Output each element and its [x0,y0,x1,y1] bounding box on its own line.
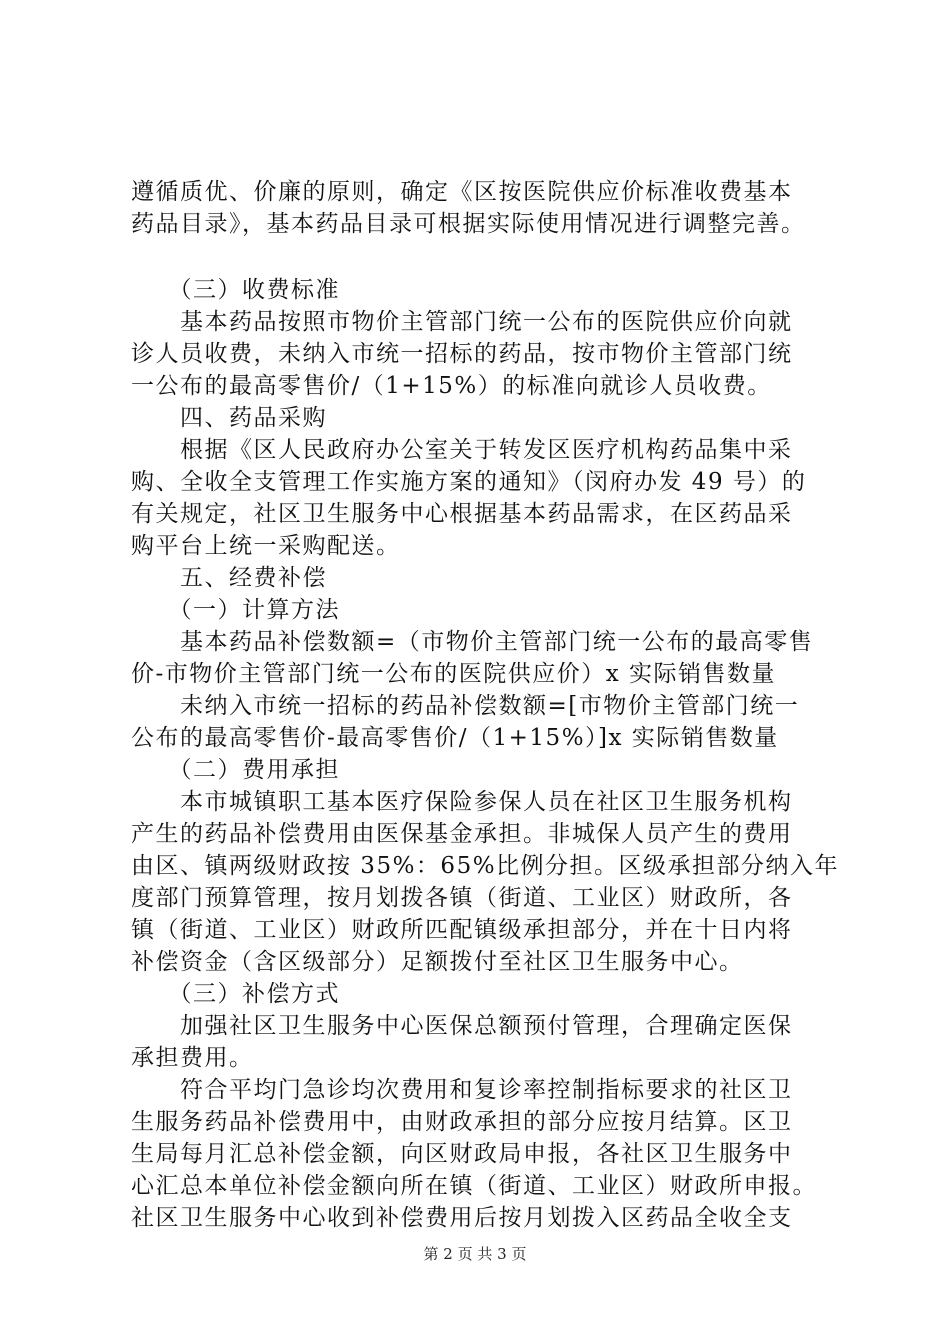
text-line: 诊人员收费，未纳入市统一招标的药品，按市物价主管部门统 [131,341,793,367]
section-heading: （三）收费标准 [131,277,340,303]
text-line: 一公布的最高零售价/（1+15%）的标准向就诊人员收费。 [131,373,772,399]
text-line: 心汇总本单位补偿金额向所在镇（街道、工业区）财政所申报。 [131,1173,817,1199]
text-line: 度部门预算管理，按月划拨各镇（街道、工业区）财政所，各 [131,885,793,911]
text-line: 符合平均门急诊均次费用和复诊率控制指标要求的社区卫 [131,1077,793,1103]
text-line: 根据《区人民政府办公室关于转发区医疗机构药品集中采 [131,437,793,463]
text-line: 遵循质优、价廉的原则，确定《区按医院供应价标准收费基本 [131,179,793,205]
section-heading: （一）计算方法 [131,597,340,623]
text-line: 公布的最高零售价-最高零售价/（1+15%）]x 实际销售数量 [131,725,779,751]
text-line: 购平台上统一采购配送。 [131,533,401,559]
section-heading: （三）补偿方式 [131,981,340,1007]
document-body [131,176,841,1234]
text-line: 镇（街道、工业区）财政所匹配镇级承担部分，并在十日内将 [131,917,793,943]
text-line: 购、全收全支管理工作实施方案的通知》（闵府办发 49 号）的 [131,469,807,495]
text-line: 有关规定，社区卫生服务中心根据基本药品需求，在区药品采 [131,501,793,527]
section-heading: 四、药品采购 [131,405,327,431]
section-heading: 五、经费补偿 [131,565,327,591]
text-line: 生局每月汇总补偿金额，向区财政局申报，各社区卫生服务中 [131,1141,793,1167]
text-line: 未纳入市统一招标的药品补偿数额=[市物价主管部门统一 [131,693,800,719]
text-line: 承担费用。 [131,1045,254,1071]
text-line: 补偿资金（含区级部分）足额拨付至社区卫生服务中心。 [131,949,744,975]
section-heading: （二）费用承担 [131,757,340,783]
text-line: 生服务药品补偿费用中，由财政承担的部分应按月结算。区卫 [131,1109,793,1135]
text-line: 产生的药品补偿费用由医保基金承担。非城保人员产生的费用 [131,821,793,847]
text-line: 本市城镇职工基本医疗保险参保人员在社区卫生服务机构 [131,789,793,815]
paragraph-gap [131,240,841,274]
text-line: 基本药品按照市物价主管部门统一公布的医院供应价向就 [131,309,793,335]
page-footer: 第 2 页 共 3 页 [423,1245,527,1263]
text-line: 加强社区卫生服务中心医保总额预付管理，合理确定医保 [131,1013,793,1039]
text-line: 由区、镇两级财政按 35%：65%比例分担。区级承担部分纳入年 [131,853,840,879]
text-line: 社区卫生服务中心收到补偿费用后按月划拨入区药品全收全支 [131,1205,793,1231]
text-line: 基本药品补偿数额=（市物价主管部门统一公布的最高零售 [131,629,814,655]
text-line: 价-市物价主管部门统一公布的医院供应价）x 实际销售数量 [131,661,777,687]
text-line: 药品目录》，基本药品目录可根据实际使用情况进行调整完善。 [131,211,806,237]
